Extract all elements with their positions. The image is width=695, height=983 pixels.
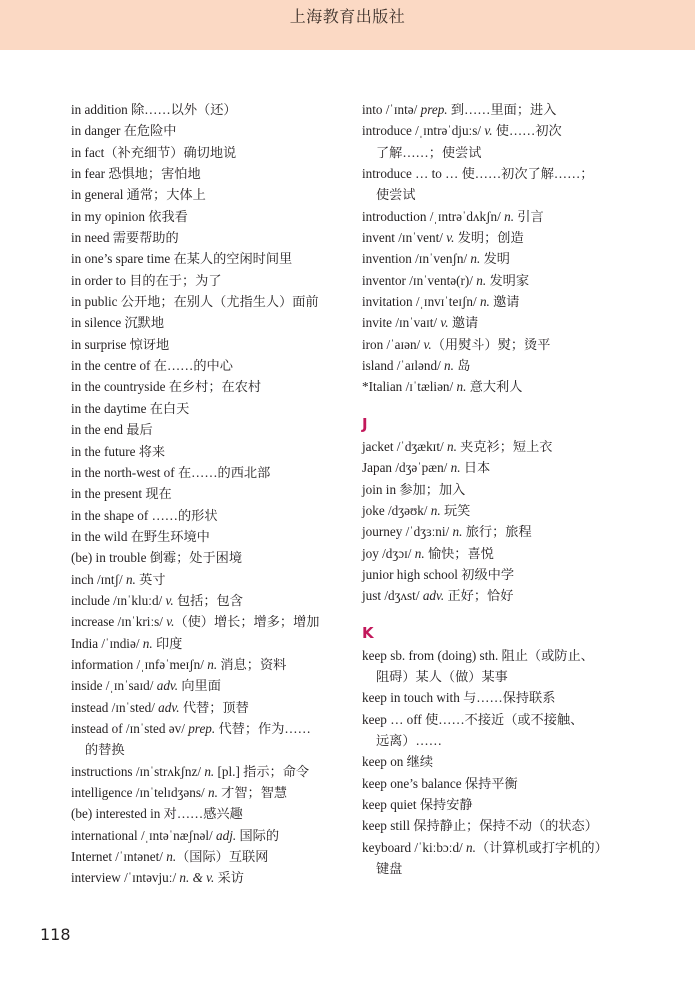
page-number: 118: [40, 925, 71, 944]
glossary-entry: [71, 782, 346, 803]
entry-text: in fear 恐惧地；害怕地: [71, 166, 201, 182]
entry-text: in one’s spare time 在某人的空闲时间里: [71, 251, 293, 267]
glossary-entry: [362, 270, 662, 291]
entry-headword: journey /ˈdʒɜːni/: [362, 524, 453, 540]
entry-part-of-speech: n.: [466, 839, 476, 855]
glossary-entry: [71, 248, 346, 269]
entry-definition: 代替；作为……: [215, 720, 311, 736]
glossary-entry: [362, 709, 662, 752]
entry-part-of-speech: n.: [125, 571, 136, 587]
glossary-entry: [71, 803, 346, 824]
entry-headword: inch /ɪntʃ/: [71, 571, 126, 587]
entry-part-of-speech: n.: [142, 635, 153, 651]
entry-headword: introduce /ˌɪntrəˈdjuːs/: [362, 123, 485, 139]
glossary-entry: [71, 163, 346, 184]
entry-text: (be) interested in 对……感兴趣: [71, 806, 243, 822]
entry-definition: [pl.] 指示；命令: [214, 763, 310, 779]
glossary-entry: [71, 291, 346, 312]
entry-definition: （国际）互联网: [176, 849, 269, 865]
entry-text: in the countryside 在乡村；在农村: [71, 379, 262, 395]
glossary-entry: [362, 248, 662, 269]
entry-text: keep on 继续: [362, 754, 434, 770]
entry-headword: into /ˈɪntə/: [362, 102, 421, 117]
entry-definition: 愉快；喜悦: [424, 545, 494, 561]
glossary-entry: [362, 291, 662, 312]
entry-text: in addition 除……以外（还）: [71, 102, 237, 117]
entry-part-of-speech: adj.: [216, 827, 237, 843]
glossary-entry: [71, 483, 346, 504]
glossary-entry: [71, 206, 346, 227]
glossary-entry: [362, 521, 662, 542]
entry-definition: 夹克衫；短上衣: [456, 438, 553, 454]
entry-part-of-speech: n.: [456, 379, 467, 395]
entry-headword: jacket /ˈdʒækɪt/: [362, 438, 447, 454]
glossary-entry: [71, 654, 346, 675]
entry-continuation: 远离）……: [376, 732, 442, 748]
entry-text: in need 需要帮助的: [71, 230, 179, 246]
glossary-entry: [362, 687, 662, 708]
entry-definition: （使）增长；增多；增加: [174, 614, 320, 630]
glossary-entry: [71, 312, 346, 333]
entry-definition: 引言: [514, 208, 544, 224]
entry-definition: 岛: [453, 358, 471, 374]
entry-part-of-speech: n.: [166, 849, 177, 865]
glossary-entry: [71, 846, 346, 867]
entry-part-of-speech: n.: [479, 294, 490, 310]
entry-text: in danger 在危险中: [71, 123, 177, 139]
entry-headword: island /ˈaɪlənd/: [362, 358, 445, 374]
glossary-entry: [71, 633, 346, 654]
glossary-entry: [71, 867, 346, 888]
entry-headword: instructions /ɪnˈstrʌkʃnz/: [71, 763, 205, 779]
entry-text: introduce … to … 使……初次了解……；: [362, 166, 594, 182]
entry-definition: 发明: [480, 251, 510, 267]
publisher-title: 上海教育出版社: [289, 7, 406, 26]
entry-headword: instead /ɪnˈsted/: [71, 699, 159, 715]
entry-text: in public 公开地；在别人（尤指生人）面前: [71, 294, 319, 310]
entry-text: keep quiet 保持安静: [362, 796, 473, 812]
entry-headword: joy /dʒɔɪ/: [362, 545, 415, 561]
entry-part-of-speech: n.: [452, 524, 463, 540]
entry-definition: 玩笑: [440, 502, 471, 518]
entry-headword: invention /ɪnˈvenʃn/: [362, 251, 471, 267]
entry-definition: 使……初次: [492, 123, 562, 139]
glossary-entry: [362, 436, 662, 457]
entry-definition: （用熨斗）熨；烫平: [431, 336, 551, 352]
entry-text: keep sb. from (doing) sth. 阻止（或防止、: [362, 647, 594, 663]
entry-part-of-speech: adv.: [158, 699, 180, 715]
glossary-entry: [71, 227, 346, 248]
entry-text: keep … off 使……不接近（或不接触、: [362, 711, 584, 727]
entry-continuation: 了解……；使尝试: [376, 144, 482, 160]
glossary-entry: [71, 120, 346, 141]
entry-text: in my opinion 依我看: [71, 208, 188, 224]
glossary-entry: [362, 206, 662, 227]
entry-definition: 采访: [214, 870, 244, 886]
glossary-entry: [362, 99, 662, 120]
glossary-entry: [362, 794, 662, 815]
entry-headword: interview /ˈɪntəvjuː/: [71, 870, 180, 886]
glossary-entry: [71, 462, 346, 483]
entry-headword: include /ɪnˈkluːd/: [71, 592, 166, 608]
glossary-entry: [71, 611, 346, 632]
entry-text: in the north-west of 在……的西北部: [71, 464, 271, 480]
glossary-entry: [362, 751, 662, 772]
glossary-entry: [362, 543, 662, 564]
entry-definition: 国际的: [236, 827, 280, 843]
glossary-entry: [71, 441, 346, 462]
entry-continuation: 使尝试: [376, 187, 416, 203]
glossary-entry: [71, 142, 346, 163]
entry-headword: invite /ɪnˈvaɪt/: [362, 315, 441, 331]
entry-definition: 邀请: [489, 294, 520, 310]
entry-headword: instead of /ɪnˈsted əv/: [71, 720, 189, 736]
glossary-entry: [71, 419, 346, 440]
entry-definition: 向里面: [178, 678, 221, 694]
entry-headword: intelligence /ɪnˈtelɪdʒəns/: [71, 785, 208, 800]
entry-headword: Internet /ˈɪntənet/: [71, 849, 167, 865]
entry-text: keep one’s balance 保持平衡: [362, 775, 518, 791]
entry-definition: 到……里面；进入: [447, 102, 557, 117]
entry-part-of-speech: n.: [470, 251, 481, 267]
entry-text: in general 通常；大体上: [71, 187, 206, 203]
glossary-entry: [362, 227, 662, 248]
entry-definition: 旅行；旅程: [462, 524, 532, 540]
entry-part-of-speech: n.: [414, 545, 425, 561]
glossary-entry: [362, 500, 662, 521]
entry-part-of-speech: n.: [504, 208, 514, 224]
entry-part-of-speech: v.: [423, 336, 432, 352]
entry-part-of-speech: n.: [444, 358, 454, 374]
entry-headword: India /ˈɪndiə/: [71, 635, 143, 651]
entry-part-of-speech: n.: [450, 460, 461, 476]
entry-definition: 正好；恰好: [444, 588, 514, 604]
glossary-entry: [362, 355, 662, 376]
glossary-entry: [71, 376, 346, 397]
entry-text: join in 参加；加入: [362, 481, 466, 497]
entry-headword: invent /ɪnˈvent/: [362, 230, 447, 246]
glossary-entry: [71, 761, 346, 782]
entry-text: in the daytime 在白天: [71, 400, 190, 416]
entry-definition: 发明；创造: [454, 230, 524, 246]
glossary-entry: [362, 564, 662, 585]
entry-part-of-speech: n.: [207, 656, 218, 672]
glossary-entry: [362, 334, 662, 355]
entry-part-of-speech: v.: [484, 123, 493, 139]
entry-part-of-speech: n.: [476, 272, 487, 288]
entry-text: in the centre of 在……的中心: [71, 358, 233, 374]
entry-continuation: 的替换: [85, 742, 125, 758]
entry-definition: 才智；智慧: [217, 785, 288, 800]
entry-part-of-speech: n.: [430, 502, 441, 518]
entry-definition: 消息；资料: [217, 656, 287, 672]
entry-text: in silence 沉默地: [71, 315, 165, 331]
glossary-entry: [362, 376, 662, 397]
entry-headword: increase /ɪnˈkriːs/: [71, 614, 167, 630]
glossary-entry: [362, 457, 662, 478]
entry-headword: introduction /ˌɪntrəˈdʌkʃn/: [362, 208, 505, 224]
entry-text: keep in touch with 与……保持联系: [362, 690, 556, 706]
entry-text: in order to 目的在于；为了: [71, 272, 222, 288]
glossary-entry: [362, 837, 662, 880]
glossary-entry: [362, 120, 662, 163]
glossary-entry: [71, 526, 346, 547]
entry-headword: information /ˌɪnfəˈmeɪʃn/: [71, 656, 208, 672]
entry-headword: international /ˌɪntəˈnæʃnəl/: [71, 827, 217, 843]
entry-headword: inside /ˌɪnˈsaɪd/: [71, 678, 157, 694]
section-letter: J: [362, 414, 368, 433]
glossary-entry: [362, 312, 662, 333]
entry-text: in the present 现在: [71, 486, 172, 502]
entry-text: (be) in trouble 倒霉；处于困境: [71, 550, 243, 566]
glossary-entry: [71, 505, 346, 526]
glossary-entry: [362, 815, 662, 836]
entry-part-of-speech: v.: [440, 315, 449, 331]
entry-part-of-speech: v.: [446, 230, 455, 246]
glossary-entry: [362, 479, 662, 500]
glossary-entry: [71, 675, 346, 696]
glossary-entry: [71, 355, 346, 376]
entry-definition: 代替；顶替: [179, 699, 249, 715]
entry-part-of-speech: n.: [204, 763, 215, 779]
entry-headword: just /dʒʌst/: [362, 588, 423, 604]
glossary-entry: [71, 99, 346, 120]
entry-part-of-speech: adv.: [422, 588, 445, 604]
entry-part-of-speech: adv.: [156, 678, 179, 694]
entry-part-of-speech: v.: [166, 614, 175, 630]
glossary-entry: [71, 697, 346, 718]
entry-part-of-speech: prep.: [188, 720, 216, 736]
entry-headword: joke /dʒəʊk/: [362, 502, 431, 518]
glossary-entry: [71, 590, 346, 611]
glossary-entry: [362, 773, 662, 794]
glossary-entry: [71, 398, 346, 419]
entry-definition: 日本: [460, 460, 491, 476]
entry-definition: 包括；包含: [173, 592, 243, 608]
glossary-entry: [71, 569, 346, 590]
glossary-entry: [362, 645, 662, 688]
glossary-entry: [362, 585, 662, 606]
entry-headword: *Italian /ɪˈtæliən/: [362, 379, 457, 395]
glossary-entry: [71, 718, 346, 761]
entry-headword: inventor /ɪnˈventə(r)/: [362, 272, 477, 288]
entry-headword: iron /ˈaɪən/: [362, 336, 424, 352]
glossary-right-column: [362, 99, 662, 879]
glossary-entry: [71, 825, 346, 846]
entry-text: keep still 保持静止；保持不动（的状态）: [362, 818, 598, 834]
entry-headword: Japan /dʒəˈpæn/: [362, 460, 451, 476]
entry-part-of-speech: prep.: [420, 102, 448, 117]
entry-text: in surprise 惊讶地: [71, 336, 170, 352]
entry-definition: （计算机或打字机的）: [475, 839, 608, 855]
entry-text: in the end 最后: [71, 422, 153, 438]
entry-part-of-speech: v.: [165, 592, 174, 608]
entry-definition: 印度: [152, 635, 183, 651]
glossary-entry: [362, 163, 662, 206]
entry-definition: 邀请: [448, 315, 479, 331]
entry-text: junior high school 初级中学: [362, 566, 515, 582]
entry-text: in the future 将来: [71, 443, 166, 459]
section-letter: K: [362, 623, 374, 642]
glossary-entry: [71, 270, 346, 291]
glossary-entry: [71, 334, 346, 355]
entry-text: in fact（补充细节）确切地说: [71, 144, 237, 160]
glossary-entry: [71, 184, 346, 205]
entry-definition: 发明家: [486, 272, 530, 288]
entry-definition: 英寸: [135, 571, 166, 587]
entry-part-of-speech: n.: [207, 785, 218, 800]
entry-definition: 意大利人: [466, 379, 523, 395]
glossary-entry: [71, 547, 346, 568]
header-band: [0, 0, 695, 50]
entry-continuation: 阻碍）某人（做）某事: [376, 668, 508, 684]
entry-headword: keyboard /ˈkiːbɔːd/: [362, 839, 467, 855]
entry-text: in the wild 在野生环境中: [71, 528, 210, 544]
entry-headword: invitation /ˌɪnvɪˈteɪʃn/: [362, 294, 480, 310]
entry-part-of-speech: n. & v.: [179, 870, 215, 886]
entry-part-of-speech: n.: [446, 438, 457, 454]
entry-text: in the shape of ……的形状: [71, 507, 218, 523]
glossary-left-column: [71, 99, 346, 889]
entry-continuation: 键盘: [376, 861, 403, 876]
